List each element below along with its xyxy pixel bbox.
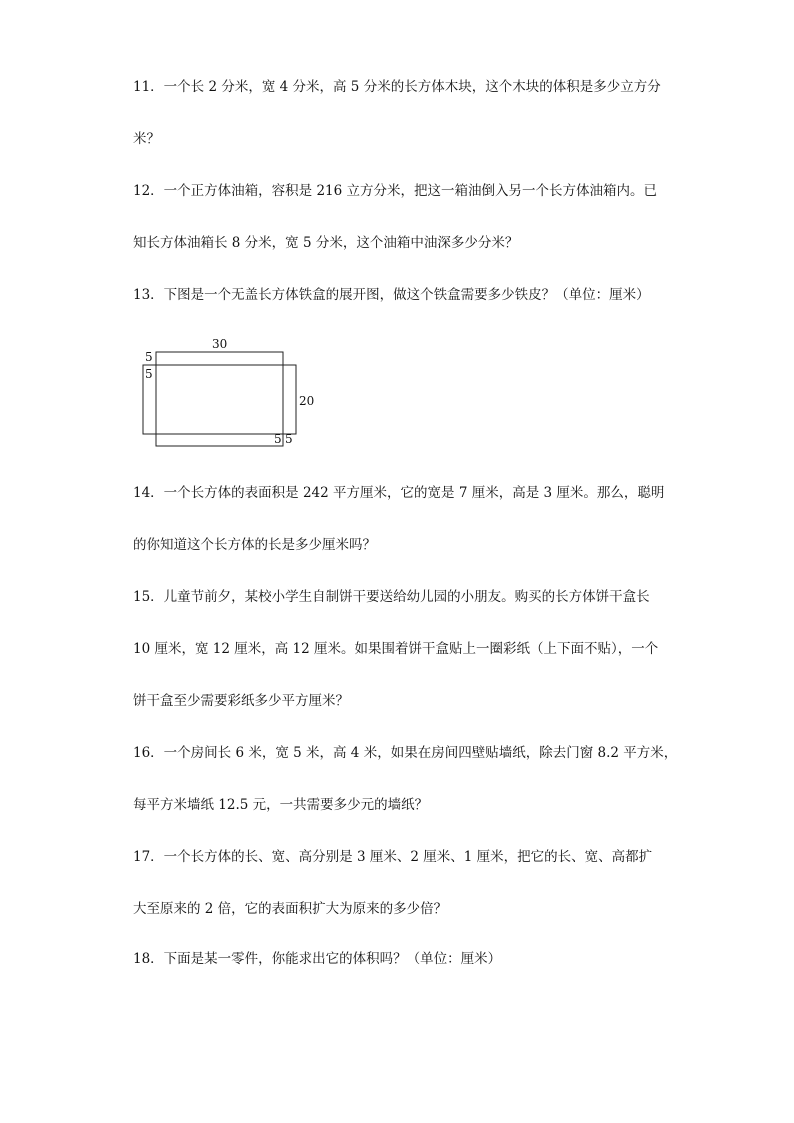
question-text-line: 15．儿童节前夕，某校小学生自制饼干要送给幼儿园的小朋友。购买的长方体饼干盒长	[133, 589, 650, 605]
question-text-line: 16．一个房间长 6 米，宽 5 米，高 4 米，如果在房间四壁贴墙纸，除去门窗 8.2 平方米，	[133, 745, 678, 761]
net-center-rectangle	[156, 352, 283, 446]
label-left-5: 5	[145, 367, 153, 381]
label-top-30: 30	[212, 337, 228, 351]
question-text-line: 米？	[133, 131, 160, 147]
label-top-left-5: 5	[145, 350, 153, 364]
question-text-line: 18．下面是某一零件，你能求出它的体积吗？（单位：厘米）	[133, 951, 502, 967]
question-text-line: 的你知道这个长方体的长是多少厘米吗？	[133, 537, 376, 553]
question-text-line: 知长方体油箱长 8 分米，宽 5 分米，这个油箱中油深多少分米？	[133, 235, 519, 251]
question-text-line: 12．一个正方体油箱，容积是 216 立方分米，把这一箱油倒入另一个长方体油箱内。已	[133, 183, 658, 199]
question-text-line: 11．一个长 2 分米，宽 4 分米，高 5 分米的长方体木块，这个木块的体积是多少立方分	[133, 79, 661, 95]
question-text-line: 饼干盒至少需要彩纸多少平方厘米？	[133, 693, 349, 709]
question-text-line: 每平方米墙纸 12.5 元，一共需要多少元的墙纸？	[133, 797, 429, 813]
label-bottom-5a: 5	[274, 432, 282, 446]
question-text-line: 13．下图是一个无盖长方体铁盒的展开图，做这个铁盒需要多少铁皮？（单位：厘米）	[133, 287, 650, 303]
net-outer-rectangle	[143, 365, 296, 434]
question-text-line: 14．一个长方体的表面积是 242 平方厘米，它的宽是 7 厘米，高是 3 厘米。那么，聪明	[133, 485, 665, 501]
question-text-line: 17．一个长方体的长、宽、高分别是 3 厘米、2 厘米、1 厘米，把它的长、宽、高都扩	[133, 849, 653, 865]
label-right-20: 20	[299, 394, 315, 408]
label-bottom-5b: 5	[285, 432, 293, 446]
question-text-line: 大至原来的 2 倍，它的表面积扩大为原来的多少倍？	[133, 901, 448, 917]
question-text-line: 10 厘米，宽 12 厘米，高 12 厘米。如果围着饼干盒贴上一圈彩纸（上下面不贴），一个	[133, 641, 659, 657]
